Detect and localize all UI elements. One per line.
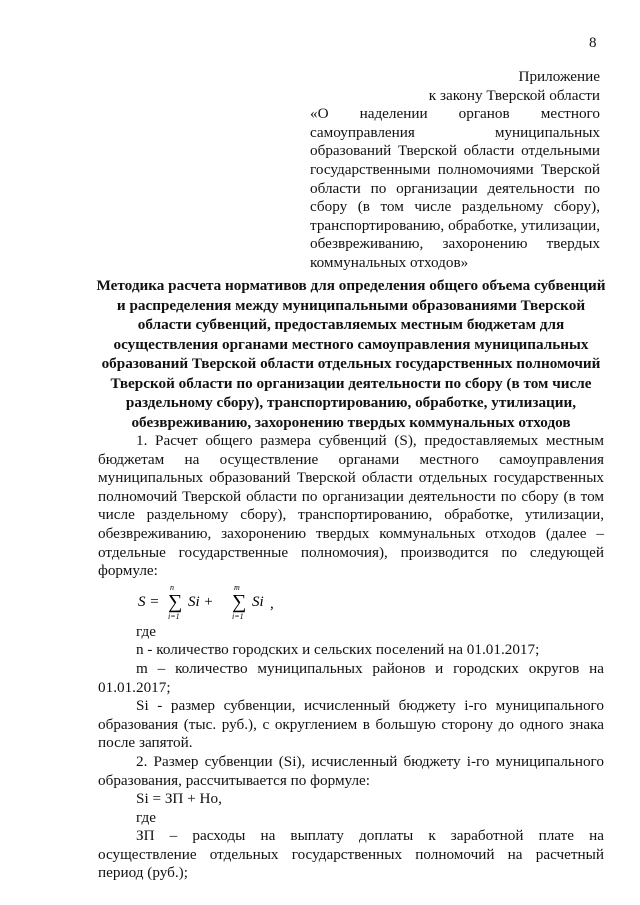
sum1-sigma: ∑ <box>168 590 183 613</box>
appendix-law-ref: к закону Тверской области <box>428 86 600 104</box>
paragraph-2: 2. Размер субвенции (Si), исчисленный бюджету i-го муниципального образования, рассчитывается по формуле: <box>98 752 604 789</box>
appendix-law-title: «О наделении органов местного самоуправления муниципальных образований Тверской области отдельными государственными полномочиями Тверской области по организации деятельности по сбору (в том числе раздельному сбору), транспортированию, обработке, утилизации, обезвреживанию, захоронению твердых коммунальных отходов» <box>310 105 600 271</box>
definition-n: n - количество городских и сельских поселений на 01.01.2017; <box>136 641 540 659</box>
paragraph-1: 1. Расчет общего размера субвенций (S), предоставляемых местным бюджетам на осуществление органами местного самоуправления муниципальных образований Тверской области отдельных государственных полномочий Тверской области по организации деятельности по сбору (в том числе раздельному сбору), транспортированию, обработке, утилизации, обезвреживанию, захоронению твердых коммунальных отходов (далее – отдельные государственные полномочия), производится по следующей формуле: <box>98 432 604 580</box>
formula-term1: Si + <box>188 593 214 610</box>
definition-zp: ЗП – расходы на выплату доплаты к заработной плате на осуществление отдельных государственных полномочий на расчетный период (руб.); <box>98 827 604 882</box>
formula-term2: Si <box>252 593 264 610</box>
where-label-1: где <box>136 622 156 640</box>
where-label-2: где <box>136 808 156 826</box>
document-body <box>98 432 604 883</box>
appendix-label: Приложение <box>518 68 600 85</box>
definition-m: m – количество муниципальных районов и городских округов на 01.01.2017; <box>98 659 604 696</box>
formula-svg <box>138 581 358 623</box>
appendix-header <box>310 68 600 273</box>
formula-tail: , <box>270 595 274 612</box>
sum2-lower: i=1 <box>232 611 244 621</box>
formula-subvention-i: Si = ЗП + Но, <box>136 790 222 808</box>
sum1-upper: n <box>170 582 174 592</box>
document-title: Методика расчета нормативов для определения общего объема субвенций и распределения между муниципальными образованиями Тверской области субвенций, предоставляемых местным бюджетам для осуществления органами местного самоуправления муниципальных образований Тверской области отдельных государственных полномочий Тверской области по организации деятельности по сбору (в том числе раздельному сбору), транспортированию, обработке, утилизации, обезвреживанию, захоронению твердых коммунальных отходов <box>96 277 606 431</box>
formula-lhs: S = <box>138 593 160 610</box>
sum2-sigma: ∑ <box>232 590 247 613</box>
page-number: 8 <box>589 35 597 51</box>
formula-total-subvention <box>98 581 604 623</box>
sum1-lower: i=1 <box>168 611 180 621</box>
sum2-upper: m <box>234 582 240 592</box>
definition-si: Si - размер субвенции, исчисленный бюджету i-го муниципального образования (тыс. руб.), с округлением в большую сторону до одного знака после запятой. <box>98 697 604 752</box>
